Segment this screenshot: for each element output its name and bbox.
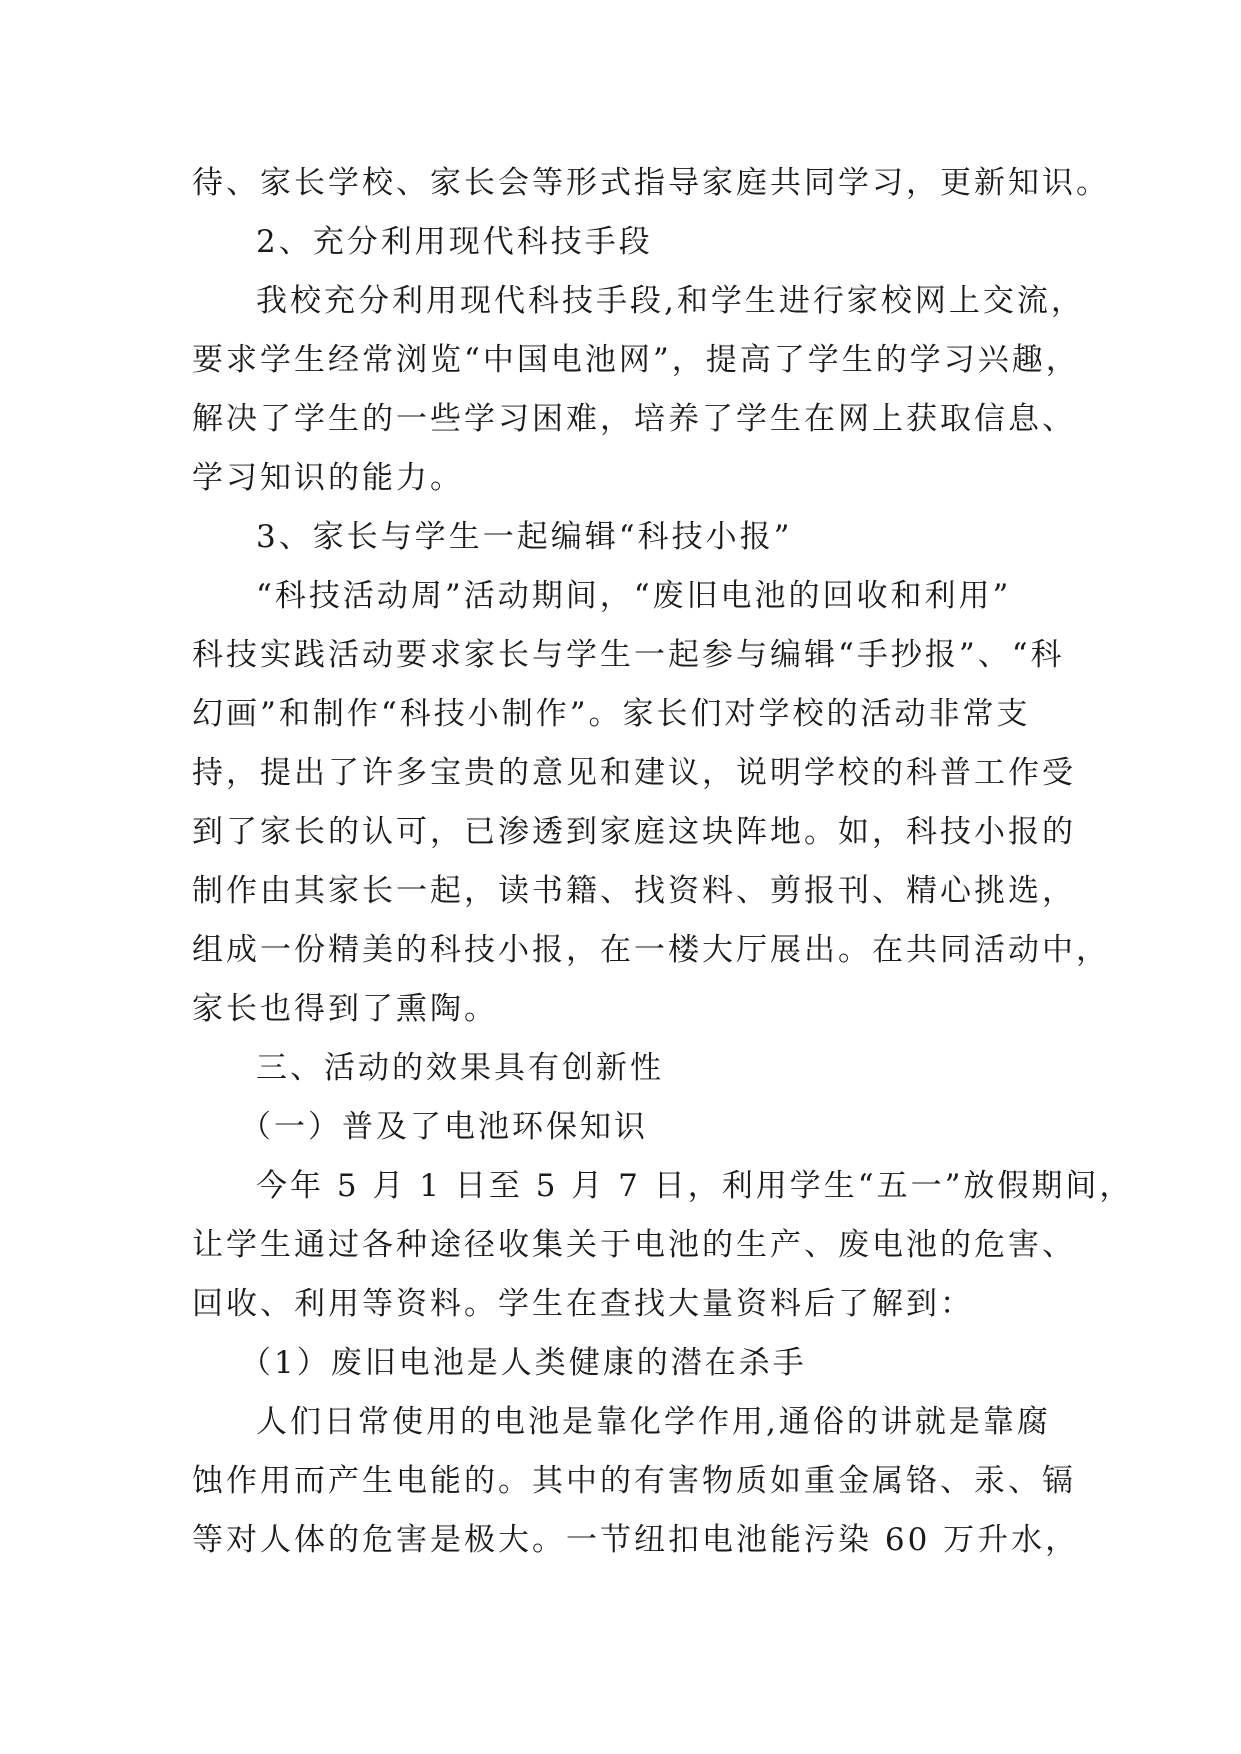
paragraph-line: 等对人体的危害是极大。一节纽扣电池能污染 60 万升水， (192, 1522, 1080, 1558)
paragraph-line: 我校充分利用现代科技手段,和学生进行家校网上交流， (256, 283, 1085, 319)
paragraph-line: 学习知识的能力。 (192, 460, 464, 496)
paragraph-line: 要求学生经常浏览“中国电池网”，提高了学生的学习兴趣， (192, 342, 1080, 378)
subsection-heading: （一）普及了电池环保知识 (240, 1109, 648, 1145)
paragraph-line: 到了家长的认可，已渗透到家庭这块阵地。如，科技小报的 (192, 814, 1076, 850)
section-heading: 2、充分利用现代科技手段 (256, 224, 653, 260)
paragraph-line: 回收、利用等资料。学生在查找大量资料后了解到： (192, 1286, 974, 1322)
section-heading: 三、活动的效果具有创新性 (256, 1050, 664, 1086)
paragraph-line: 科技实践活动要求家长与学生一起参与编辑“手抄报”、“科 (192, 637, 1065, 673)
paragraph-line: 人们日常使用的电池是靠化学作用,通俗的讲就是靠腐 (256, 1404, 1051, 1440)
paragraph-line: 家长也得到了熏陶。 (192, 991, 498, 1027)
paragraph-line: “科技活动周”活动期间，“废旧电池的回收和利用” (256, 578, 1012, 614)
paragraph-line: 待、家长学校、家长会等形式指导家庭共同学习，更新知识。 (192, 165, 1110, 201)
paragraph-line: 组成一份精美的科技小报，在一楼大厅展出。在共同活动中， (192, 932, 1110, 968)
paragraph-line: 让学生通过各种途径收集关于电池的生产、废电池的危害、 (192, 1227, 1076, 1263)
paragraph-line: 幻画”和制作“科技小制作”。家长们对学校的活动非常支 (192, 696, 1031, 732)
paragraph-line: 解决了学生的一些学习困难，培养了学生在网上获取信息、 (192, 401, 1076, 437)
paragraph-line: 持，提出了许多宝贵的意见和建议，说明学校的科普工作受 (192, 755, 1076, 791)
paragraph-line: 制作由其家长一起，读书籍、找资料、剪报刊、精心挑选， (192, 873, 1076, 909)
paragraph-line: 蚀作用而产生电能的。其中的有害物质如重金属铬、汞、镉 (192, 1463, 1076, 1499)
subsection-heading: （1）废旧电池是人类健康的潜在杀手 (240, 1345, 807, 1381)
section-heading: 3、家长与学生一起编辑“科技小报” (256, 519, 793, 555)
body-text (192, 154, 1134, 1570)
paragraph-line: 今年 5 月 1 日至 5 月 7 日，利用学生“五一”放假期间， (256, 1168, 1134, 1204)
